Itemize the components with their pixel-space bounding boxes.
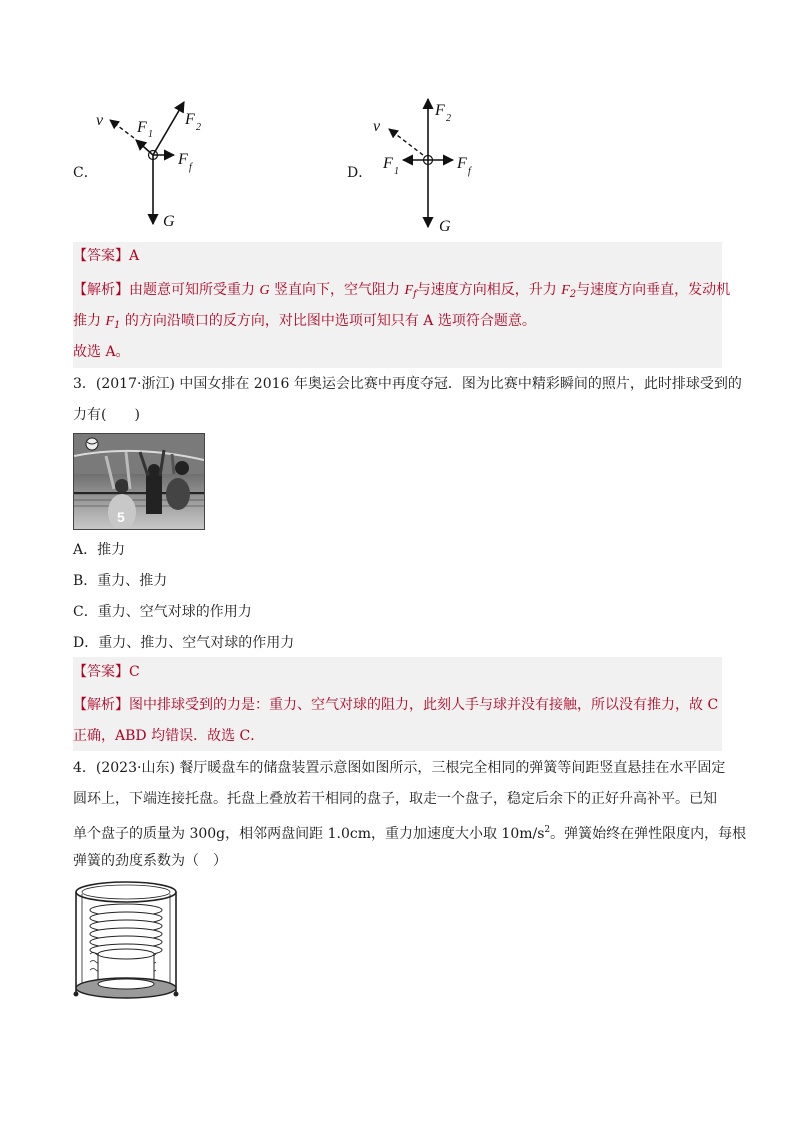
- volleyball-photo: [73, 433, 205, 530]
- f2-subscript: 2: [446, 113, 451, 124]
- volleyball-photo-art: [74, 434, 204, 529]
- g-label: G: [163, 213, 175, 230]
- velocity-dashed-arrow: [110, 120, 134, 138]
- q3-answer-line: [73, 662, 722, 682]
- analysis-tag: 【解析】: [73, 697, 129, 713]
- option-d-label: D．: [347, 165, 373, 181]
- symbol-f1: F: [105, 314, 115, 329]
- subscript-f: f: [413, 289, 417, 300]
- velocity-dashed-arrow: [389, 129, 423, 155]
- f1-subscript: 1: [394, 166, 399, 177]
- ff-subscript: f: [468, 166, 471, 177]
- thrust-arrow: [136, 140, 153, 155]
- symbol-f: F: [404, 283, 414, 298]
- symbol-f2: F: [561, 283, 570, 298]
- q4-stem-text: 。弹簧始终在弹性限度内，每根: [550, 826, 747, 842]
- q4-stem-line-1: 4．(2023·山东) 餐厅暖盘车的储盘装置示意图如图所示，三根完全相同的弹簧等间距竖直悬挂在水平固定: [73, 760, 726, 776]
- analysis-text: 由题意可知所受重力: [129, 282, 255, 298]
- ff-label: F: [178, 151, 188, 168]
- f1-label: F: [383, 155, 393, 172]
- q3-option-b: B．重力、推力: [73, 573, 168, 589]
- q3-option-a: A．推力: [73, 542, 126, 558]
- q3-analysis-line-2: 正确，ABD 均错误．故选 C．: [73, 728, 265, 744]
- q2-conclusion: 故选 A。: [73, 344, 130, 360]
- superscript-2: 2: [544, 825, 551, 835]
- f1-label: F: [137, 119, 147, 136]
- q3-stem-line-1: 3．(2017·浙江) 中国女排在 2016 年奥运会比赛中再度夺冠．图为比赛中精彩瞬间的照片，此时排球受到的: [73, 376, 742, 392]
- f2-label: F: [435, 102, 445, 119]
- f2-label: F: [185, 111, 195, 128]
- lift-arrow: [153, 102, 184, 155]
- q4-stem-line-4: 弹簧的劲度系数为（ ）: [73, 853, 227, 869]
- q3-analysis-line-1: [73, 695, 722, 715]
- q4-stem-line-2: 圆环上，下端连接托盘。托盘上叠放若干相同的盘子，取走一个盘子，稳定后余下的正好升高补平。已知: [73, 791, 717, 807]
- analysis-text: 与速度方向垂直，发动机: [576, 282, 731, 298]
- ff-label: F: [457, 155, 467, 172]
- analysis-text: 竖直向下，空气阻力: [274, 282, 401, 298]
- g-label: G: [439, 218, 451, 235]
- q3-option-c: C．重力、空气对球的作用力: [73, 604, 252, 620]
- answer-tag: 【答案】: [73, 664, 129, 680]
- f1-subscript: 1: [148, 129, 153, 140]
- analysis-text: 图中排球受到的力是：重力、空气对球的阻力，此刻人手与球并没有接触，所以没有推力，故 C: [129, 697, 719, 713]
- subscript-2: 2: [569, 289, 577, 300]
- q4-stem-text: 单个盘子的质量为 300g，相邻两盘间距 1.0cm，重力加速度大小取 10m/s: [73, 826, 545, 842]
- q4-stem-line-3: [73, 820, 747, 844]
- f2-subscript: 2: [196, 122, 201, 133]
- option-d-force-diagram: [365, 95, 485, 237]
- analysis-text: 与速度方向相反，升力: [416, 282, 557, 298]
- ff-subscript: f: [189, 162, 192, 173]
- v-label: v: [96, 112, 104, 129]
- v-label: v: [373, 118, 381, 135]
- analysis-text: 推力: [73, 313, 101, 329]
- option-c-force-diagram: [90, 92, 220, 234]
- analysis-text: 的方向沿喷口的反方向，对比图中选项可知只有 A 选项符合题意。: [124, 313, 536, 329]
- answer-value: C: [129, 664, 140, 680]
- answer-tag: 【答案】: [73, 248, 129, 264]
- jersey-number: 5: [117, 509, 125, 525]
- q3-option-d: D．重力、推力、空气对球的作用力: [73, 635, 295, 651]
- q3-stem-line-2: 力有( ): [73, 407, 140, 423]
- q2-analysis-line-2: [73, 311, 722, 336]
- q2-analysis-line-1: [73, 280, 731, 305]
- q2-answer-line: [73, 246, 722, 266]
- plate-warmer-diagram: [70, 880, 182, 1008]
- analysis-tag: 【解析】: [73, 282, 129, 298]
- symbol-g: G: [259, 283, 270, 298]
- option-c-label: C．: [73, 165, 98, 181]
- answer-value: A: [129, 248, 140, 264]
- subscript-1: 1: [114, 320, 121, 331]
